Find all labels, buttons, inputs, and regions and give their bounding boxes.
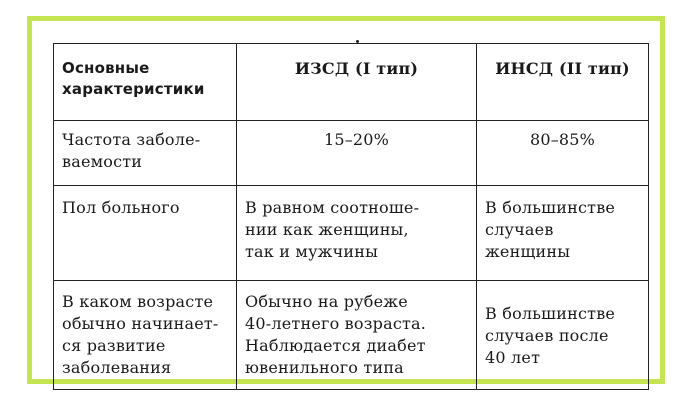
table-row [54, 281, 649, 390]
table-cell: В равном соотноше- нии как женщины, так и мужчины [237, 186, 477, 281]
table-cell: В большинстве случаев женщины [477, 186, 649, 281]
table-cell: 15–20% [237, 121, 477, 186]
table-header-row [54, 44, 649, 121]
diabetes-comparison-table [53, 43, 649, 390]
row-label: В каком возрасте обычно начинает- ся развитие заболевания [54, 281, 237, 390]
row-label: Частота заболе- ваемости [54, 121, 237, 186]
table-cell: 80–85% [477, 121, 649, 186]
header-type2: ИНСД (II тип) [477, 44, 649, 121]
table-row [54, 121, 649, 186]
header-type1: ИЗСД (I тип) [237, 44, 477, 121]
table-cell: В большинстве случаев после 40 лет [477, 281, 649, 390]
header-characteristics: Основные характеристики [54, 44, 237, 121]
table-cell: Обычно на рубеже 40-летнего возраста. Наблюдается диабет ювенильного типа [237, 281, 477, 390]
table-row [54, 186, 649, 281]
row-label: Пол больного [54, 186, 237, 281]
